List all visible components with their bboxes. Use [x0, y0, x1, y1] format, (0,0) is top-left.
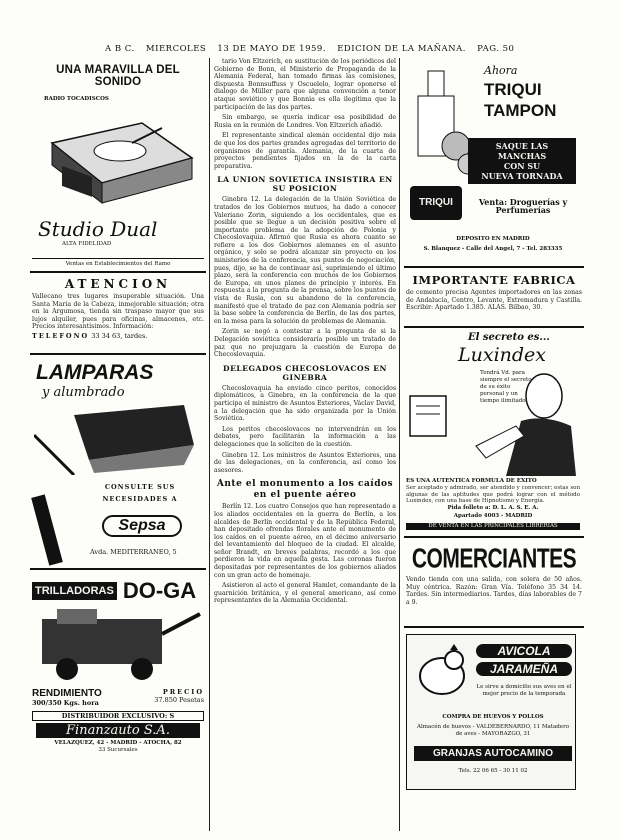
article-heading: en el puente aéreo [253, 490, 357, 501]
left-column [30, 58, 206, 831]
ad-text: Vallecano tres lugares insuperable situación. Una Santa María de la Cabeza, inmejorable situación; otra en la Argumosa, tienda sin traspaso mayor que sus lujos alquiler, pues para oficinas, almacenes, etc. Precios interesantísimos. Información: [32, 293, 204, 331]
article-paragraph: Asistieron al acto el general Hamlet, comandante de la guarnición británica, y el general americano, así como representantes de la Alemania Occidental. [214, 582, 396, 605]
chicken-icon [412, 642, 472, 702]
ad-claim-box [468, 138, 576, 184]
ad-claim: ES UNA AUTENTICA FORMULA DE EXITO [406, 478, 537, 484]
ad-triqui-tampon [404, 58, 584, 268]
phone-label: TELEFONO [32, 331, 90, 340]
ad-text1: CONSULTE SUS [104, 483, 176, 491]
ad-text: de cemento precisa Agentes importadores en las zonas de Andalucía, Centro, Levante, Extremadura y Castilla. Escribir: Apartado 1.385. ALAS. Bilbao, 30. [406, 289, 582, 312]
claim-line: SAQUE LAS [495, 141, 549, 151]
ad-comerciantes [404, 538, 584, 628]
article-paragraph: tario Von Eltzerich, en sustitución de los periódicos del Gobierno de Bonn, el Ministerio de Propaganda de la Alemania Federal, han tomado firmas las comisiones, dispuesta Bonnsuffuss y Oscuelelo, lograr oponerse el dialogo de Müller para que alguna convención a tenor ataque soviético y que Bonnia es ella ilegítima que la participación de las dos partes. [214, 58, 396, 111]
column-rule-left [209, 58, 210, 831]
brand-secret: El secreto es... [468, 332, 550, 343]
claim-line: MANCHAS [497, 151, 547, 161]
right-column [404, 58, 584, 831]
article-paragraph: Los peritos checoslovacos no intervendrán en los debates, pero facilitarán la información a las delegaciones que la soliciten de la cuestión. [214, 425, 396, 448]
ad-addr: Almacén de huevos - VALDEBERNARDO, 11 Matadero de aves - MAYORAZGO, 31 [416, 724, 570, 737]
ad-title2: DO-GA [122, 578, 197, 603]
yield-label: RENDIMIENTO [32, 688, 102, 699]
ad-importante-fabrica [404, 268, 584, 328]
claim-line: NUEVA TORNADA [481, 171, 563, 181]
ad-sub: Le sirve a domicilio sus aves en el mejor precio de la temporada [476, 684, 572, 697]
ad-branches: 33 Sucursales [98, 747, 138, 753]
brand-finanzauto: Finanzauto S.A. [36, 723, 200, 738]
ad-body: Ser aceptado y admirado, ser atendido y convencer; estas son algunas de las aptitudes que podrá lograr con el método Luxindex, con una base de Hipnotismo y Energía. [406, 485, 580, 505]
ad-phones: Tels. 22 06 65 - 30 11 02 [458, 768, 528, 774]
ad-ahora: Ahora [484, 64, 518, 77]
brand-luxindex: Luxindex [458, 344, 547, 366]
header-date: 13 DE MAYO DE 1959. [217, 44, 326, 54]
distributor: DISTRIBUIDOR EXCLUSIVO: S [32, 711, 204, 721]
middle-column [214, 58, 396, 831]
header-paper: A B C. [105, 44, 135, 54]
lamp-illustration [34, 405, 204, 475]
article-paragraph: Berlín 12. Los cuatro Consejos que han representado a los aliados occidentales en la guerra de Berlín, a los alcaldes de Berlín occidental y de la República Federal, han depositado ofrendas florales ante el monumento de los caídos en el puente aéreo, en el décimo aniversario del levantamiento del bloqueo de la ciudad. El alcalde, señor Brandt, en breves palabras, recordó a los que perdieron la vida en aquella gesta. Las coronas fueron depositadas por representantes de los gobiernos aliados con un gran acto de homenaje. [214, 503, 396, 579]
price-label: PRECIO [162, 688, 204, 696]
ad-title2: JARAMEÑA [476, 662, 572, 676]
ad-title1: AVICOLA [476, 644, 572, 658]
ad-title: LAMPARAS [36, 361, 154, 384]
ad-title: COMERCIANTES [411, 544, 577, 574]
man-illustration [406, 366, 581, 476]
page-header [105, 44, 515, 58]
article-paragraph: Checoslovaquia ha enviado cinco peritos, conocidos diplomáticos, a Ginebra, en la conferencia de la que participa el ministro de Asuntos Exteriores, Václav David, a la delegación que ha sido organizada por la Unión Soviética. [214, 384, 396, 423]
ad-sale: Venta: Droguerías y Perfumerías [478, 197, 568, 215]
brand-triqui: TRIQUI [410, 186, 462, 220]
ad-studio-dual [30, 58, 206, 273]
ad-subtitle: y alumbrado [42, 385, 125, 400]
article-paragraph: Ginebra 12. Los ministros de Asuntos Exteriores, una de las delegaciones, en la conferencia, así como los asesores. [214, 451, 396, 474]
ad-luxindex [404, 328, 584, 538]
ad-label: RADIO TOCADISCOS [44, 96, 109, 102]
ad-address: S. Blanquez - Calle del Angel, 7 - Tel. 283335 [423, 246, 563, 252]
ad-trilladoras [30, 570, 206, 775]
ad-address: VELAZQUEZ, 42 - MADRID - ATOCHA, 82 [54, 740, 182, 746]
ad-title1: TRIQUI [484, 80, 542, 99]
article-heading: DELEGADOS CHECOSLOVACOS EN GINEBRA [223, 363, 387, 382]
ad-atencion [30, 273, 206, 355]
column-rule-right [399, 58, 400, 831]
ad-buy: COMPRA DE HUEVOS Y POLLOS [442, 714, 544, 720]
phone-number: 33 34 63, tardes. [91, 331, 148, 340]
ad-text: Vendo tienda con una salida, con solera de 50 años. Muy céntrica. Razón: Gran Vía. Teléfono 35 34 14. Tardes. Sin intermediarios. Tardes, días laborables de 7 a 9. [406, 576, 582, 606]
ad-title: ATENCION [64, 277, 172, 291]
ad-apartado: Apartado 4003 - MADRID [453, 513, 533, 519]
article-paragraph: Zorin se negó a contestar a la pregunta de si la Delegación soviética consideraría posible un tratado de paz que no prejuzgara la cuestión de Europa de Checoslovaquia. [214, 328, 396, 359]
brand-granjas: GRANJAS AUTOCAMINO [414, 746, 572, 761]
article-paragraph: El representante sindical alemán occidental dijo más de que los dos partes grandes agregadas del territorio de organismos de garantía. Alemania, de la cuarta de proyectos pendientes fijados en la de la carta preparativa. [214, 132, 396, 170]
header-edition: EDICION DE LA MAÑANA. [337, 44, 466, 54]
header-page: PAG. 50 [477, 44, 515, 54]
ad-sold: DE VENTA EN LAS PRINCIPALES LIBRERIAS [406, 523, 580, 530]
header-day: MIERCOLES [145, 44, 207, 54]
ad-avicola [404, 628, 584, 793]
tube-lamp-icon [31, 494, 63, 565]
ad-offer: Pida folleto a: D. L. A. S. E. A. [447, 505, 539, 511]
brand-studio-dual: Studio Dual [38, 217, 158, 241]
ad-sub: ALTA FIDELIDAD [62, 241, 112, 247]
ad-title: UNA MARAVILLA DEL SONIDO [56, 64, 180, 88]
article-paragraph: Ginebra 12. La delegación de la Unión Soviética de tratados de los Gobiernos mutuos, ha dado a conocer Valeriano Zorin, siguiendo a los occidentales, que es posible que se llegue a un decisión positiva sobre el importante problema de la adopción de Polonia y Checoslovaquia. Afirmó que Rusia es ahora cuanto se refiere a los dos Gobiernos alemanes en el asunto orgánico, y solo se podrá alcanzar sin proyecto en los ministerios de la conferencia, sus puntos de negociación, pues, dijo, se ha de continuar así, suprimiendo el último plazo, será la conferencia con muchos de los Gobiernos de Europa, en unos planes de principio y interés. En respuesta a la pregunta de la prensa, sobre los puntos de vista de Rusia, con su abandono de la conferencia, manifestó que el tratado de paz con Alemania podría ser la base sobre la conferencia de Berlín, de las dos partes, en la mesa para la solución de problemas de Alemania. [214, 196, 396, 325]
ad-deposit: DEPOSITO EN MADRID [456, 236, 530, 242]
ad-tag: Tendrá Vd. para siempre el secreto de su éxito personal y un tiempo ilimitado [480, 370, 532, 404]
thresher-illustration [32, 604, 202, 684]
ad-title2: TAMPON [484, 101, 557, 120]
yield-value: 300/350 Kgs. hora [32, 699, 99, 707]
radio-illustration [32, 103, 202, 213]
ad-note: Ventas en Establecimientos del Ramo [32, 258, 204, 268]
ad-title1: TRILLADORAS [32, 582, 117, 600]
article-paragraph: Sin embargo, se quería indicar esa posibilidad de Rusia en la reunión de Londres. Von Eltzerich añadió. [214, 114, 396, 129]
ad-sepsa [30, 355, 206, 570]
ad-title: IMPORTANTE FABRICA [412, 273, 576, 287]
ad-address: Avda. MEDITERRANEO, 5 [90, 548, 177, 556]
price-value: 37.850 Pesetas [154, 696, 204, 704]
article-heading: LA UNION SOVIETICA INSISTIRA EN SU POSICION [217, 175, 393, 194]
ad-text2: NECESIDADES A [102, 495, 178, 503]
claim-line: CON SU [503, 161, 541, 171]
brand-sepsa: Sepsa [102, 515, 182, 537]
article-heading: Ante el monumento a los caídos [216, 479, 394, 490]
